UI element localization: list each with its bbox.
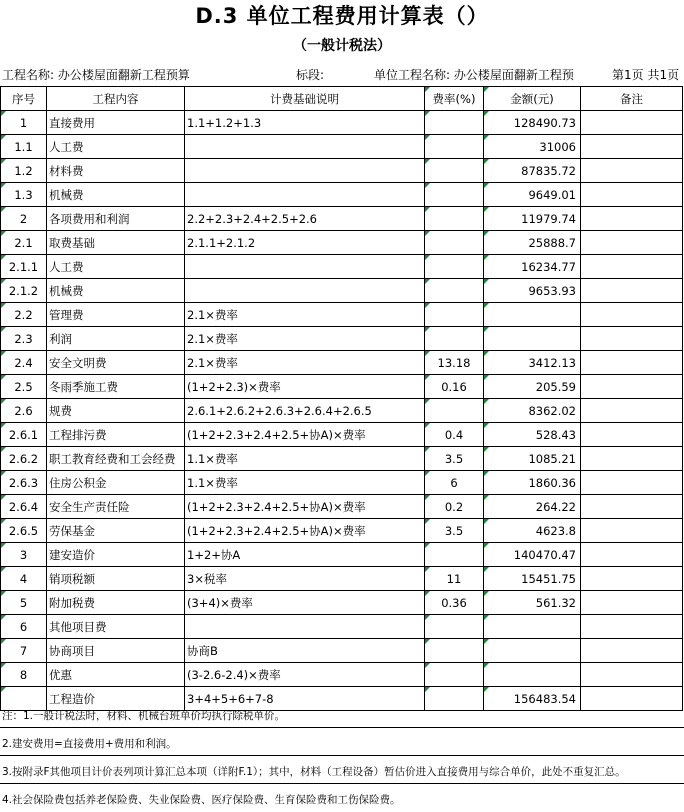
info-bar (0, 66, 684, 84)
cell-rate (425, 327, 484, 351)
cell-item: 工程排污费 (47, 423, 185, 447)
table-row (1, 567, 683, 591)
table-row (1, 543, 683, 567)
cell-item: 各项费用和利润 (47, 207, 185, 231)
cell-amount: 205.59 (484, 375, 581, 399)
cell-note (581, 447, 683, 471)
note-3: 3.按附录F其他项目计价表列项计算汇总本项（详附F.1）；其中，材料（工程设备）暂估价进入直接费用与综合单价，此处不重复汇总。 (0, 760, 684, 784)
cell-amount: 15451.75 (484, 567, 581, 591)
cell-rate (425, 303, 484, 327)
table-row (1, 639, 683, 663)
unit-name: 单位工程名称: 办公楼屋面翻新工程预 (374, 68, 574, 82)
cell-rate (425, 615, 484, 639)
cell-amount: 9653.93 (484, 279, 581, 303)
cell-item: 安全文明费 (47, 351, 185, 375)
header-amount: 金额(元) (484, 87, 581, 111)
cell-amount: 264.22 (484, 495, 581, 519)
cell-rate: 3.5 (425, 447, 484, 471)
header-note: 备注 (581, 87, 683, 111)
cell-no: 7 (1, 639, 47, 663)
note-1: 注：1.一般计税法时，材料、机械台班单价均执行除税单价。 (0, 704, 684, 728)
cell-amount: 1860.36 (484, 471, 581, 495)
cell-basis: 1.1+1.2+1.3 (185, 111, 425, 135)
cell-rate: 13.18 (425, 351, 484, 375)
header-item: 工程内容 (47, 87, 185, 111)
table-row (1, 279, 683, 303)
table-row (1, 447, 683, 471)
cell-item: 建安造价 (47, 543, 185, 567)
table-row (1, 111, 683, 135)
cell-rate (425, 111, 484, 135)
table-row (1, 255, 683, 279)
cell-rate (425, 279, 484, 303)
cell-amount: 128490.73 (484, 111, 581, 135)
cell-rate (425, 183, 484, 207)
cell-no: 5 (1, 591, 47, 615)
cell-basis: 2.1×费率 (185, 327, 425, 351)
cell-amount (484, 327, 581, 351)
cell-item: 机械费 (47, 183, 185, 207)
cell-note (581, 663, 683, 687)
table-row (1, 159, 683, 183)
fee-table (0, 86, 683, 711)
cell-note (581, 231, 683, 255)
cell-note (581, 399, 683, 423)
cell-item: 协商项目 (47, 639, 185, 663)
cell-no: 2.6.5 (1, 519, 47, 543)
cell-item: 其他项目费 (47, 615, 185, 639)
cell-rate (425, 663, 484, 687)
cell-amount: 25888.7 (484, 231, 581, 255)
cell-item: 冬雨季施工费 (47, 375, 185, 399)
cell-item: 利润 (47, 327, 185, 351)
table-row (1, 327, 683, 351)
header-no: 序号 (1, 87, 47, 111)
cell-item: 材料费 (47, 159, 185, 183)
cell-rate (425, 399, 484, 423)
cell-basis: (1+2+2.3+2.4+2.5+协A)×费率 (185, 423, 425, 447)
cell-no: 2.6 (1, 399, 47, 423)
cell-item: 附加税费 (47, 591, 185, 615)
cell-basis: (1+2+2.3+2.4+2.5+协A)×费率 (185, 519, 425, 543)
cell-no: 2 (1, 207, 47, 231)
cell-amount (484, 615, 581, 639)
cell-no: 6 (1, 615, 47, 639)
cell-amount: 9649.01 (484, 183, 581, 207)
cell-rate: 0.36 (425, 591, 484, 615)
cell-rate: 6 (425, 471, 484, 495)
cell-amount (484, 303, 581, 327)
cell-item: 人工费 (47, 135, 185, 159)
table-row (1, 351, 683, 375)
cell-rate: 0.16 (425, 375, 484, 399)
cell-item: 住房公积金 (47, 471, 185, 495)
cell-item: 规费 (47, 399, 185, 423)
cell-item: 直接费用 (47, 111, 185, 135)
cell-amount: 140470.47 (484, 543, 581, 567)
cell-note (581, 255, 683, 279)
cell-amount: 11979.74 (484, 207, 581, 231)
cell-note (581, 279, 683, 303)
note-4: 4.社会保险费包括养老保险费、失业保险费、医疗保险费、生育保险费和工伤保险费。 (2, 794, 401, 806)
cell-basis: 2.1×费率 (185, 303, 425, 327)
table-row (1, 207, 683, 231)
cell-note (581, 591, 683, 615)
cell-no: 2.5 (1, 375, 47, 399)
table-row (1, 519, 683, 543)
cell-no: 1.1 (1, 135, 47, 159)
section-label: 标段: (296, 68, 325, 82)
cell-note (581, 327, 683, 351)
cell-basis (185, 279, 425, 303)
table-row (1, 663, 683, 687)
cell-note (581, 471, 683, 495)
cell-amount: 528.43 (484, 423, 581, 447)
cell-item: 人工费 (47, 255, 185, 279)
cell-basis: (1+2+2.3+2.4+2.5+协A)×费率 (185, 495, 425, 519)
cell-basis: 2.1×费率 (185, 351, 425, 375)
cell-no: 8 (1, 663, 47, 687)
cell-no: 2.1.1 (1, 255, 47, 279)
table-header-row (1, 87, 683, 111)
cell-rate: 0.2 (425, 495, 484, 519)
cell-no: 2.3 (1, 327, 47, 351)
cell-basis (185, 135, 425, 159)
cell-rate: 11 (425, 567, 484, 591)
table-row (1, 423, 683, 447)
cell-item: 安全生产责任险 (47, 495, 185, 519)
cell-note (581, 207, 683, 231)
table-row (1, 375, 683, 399)
table-row (1, 615, 683, 639)
cell-note (581, 543, 683, 567)
cell-no: 2.6.1 (1, 423, 47, 447)
cell-note (581, 495, 683, 519)
cell-amount: 16234.77 (484, 255, 581, 279)
table-body (1, 111, 683, 711)
cell-rate (425, 639, 484, 663)
cell-basis: (3+4)×费率 (185, 591, 425, 615)
cell-no: 4 (1, 567, 47, 591)
cell-no: 2.6.4 (1, 495, 47, 519)
cell-item: 优惠 (47, 663, 185, 687)
table-row (1, 471, 683, 495)
cell-basis: 2.1.1+2.1.2 (185, 231, 425, 255)
cell-rate (425, 207, 484, 231)
table-row (1, 135, 683, 159)
cell-amount: 4623.8 (484, 519, 581, 543)
cell-note (581, 615, 683, 639)
cell-basis: 1+2+协A (185, 543, 425, 567)
cell-no: 1.2 (1, 159, 47, 183)
cell-amount: 31006 (484, 135, 581, 159)
cell-no: 2.1.2 (1, 279, 47, 303)
header-basis: 计费基础说明 (185, 87, 425, 111)
cell-rate (425, 159, 484, 183)
cell-basis: 协商B (185, 639, 425, 663)
cell-amount (484, 639, 581, 663)
cell-basis (185, 615, 425, 639)
cell-rate: 0.4 (425, 423, 484, 447)
cell-basis: 2.6.1+2.6.2+2.6.3+2.6.4+2.6.5 (185, 399, 425, 423)
cell-note (581, 351, 683, 375)
cell-basis (185, 183, 425, 207)
cell-amount: 561.32 (484, 591, 581, 615)
cell-rate (425, 135, 484, 159)
cell-note (581, 423, 683, 447)
page-title: D.3 单位工程费用计算表（） (195, 4, 489, 28)
cell-item: 劳保基金 (47, 519, 185, 543)
table-row (1, 399, 683, 423)
cell-note (581, 303, 683, 327)
project-name: 工程名称: 办公楼屋面翻新工程预算 (2, 68, 190, 82)
cell-note (581, 567, 683, 591)
table-row (1, 591, 683, 615)
cell-item: 取费基础 (47, 231, 185, 255)
cell-no: 2.6.2 (1, 447, 47, 471)
cell-no: 2.2 (1, 303, 47, 327)
cell-basis: (1+2+2.3)×费率 (185, 375, 425, 399)
cell-note (581, 159, 683, 183)
cell-item: 职工教育经费和工会经费 (47, 447, 185, 471)
table-row (1, 231, 683, 255)
cell-note (581, 519, 683, 543)
table-row (1, 495, 683, 519)
cell-item: 工程造价 (47, 687, 185, 711)
cell-item: 销项税额 (47, 567, 185, 591)
cell-basis: 3+4+5+6+7-8 (185, 687, 425, 711)
note-2: 2.建安费用=直接费用+费用和利润。 (0, 732, 684, 756)
cell-amount: 1085.21 (484, 447, 581, 471)
header-rate: 费率(%) (425, 87, 484, 111)
cell-basis: 1.1×费率 (185, 471, 425, 495)
cell-no: 3 (1, 543, 47, 567)
cell-note (581, 639, 683, 663)
page-indicator: 第1页 共1页 (612, 68, 680, 82)
cell-note (581, 135, 683, 159)
cell-amount: 3412.13 (484, 351, 581, 375)
cell-amount (484, 663, 581, 687)
cell-note (581, 111, 683, 135)
cell-rate (425, 543, 484, 567)
cell-item: 机械费 (47, 279, 185, 303)
cell-note (581, 183, 683, 207)
cell-no: 1.3 (1, 183, 47, 207)
cell-no: 2.4 (1, 351, 47, 375)
table-row (1, 303, 683, 327)
page-subtitle: （一般计税法） (293, 38, 391, 54)
cell-amount: 8362.02 (484, 399, 581, 423)
table-row (1, 183, 683, 207)
cell-no: 2.6.3 (1, 471, 47, 495)
cell-basis: (3-2.6-2.4)×费率 (185, 663, 425, 687)
cell-basis (185, 255, 425, 279)
cell-basis: 3×税率 (185, 567, 425, 591)
cell-amount: 87835.72 (484, 159, 581, 183)
cell-item: 管理费 (47, 303, 185, 327)
cell-basis: 1.1×费率 (185, 447, 425, 471)
cell-no: 2.1 (1, 231, 47, 255)
cell-amount: 156483.54 (484, 687, 581, 711)
cell-rate (425, 231, 484, 255)
cell-basis (185, 159, 425, 183)
cell-rate: 3.5 (425, 519, 484, 543)
cell-rate (425, 255, 484, 279)
cell-no: 1 (1, 111, 47, 135)
cell-basis: 2.2+2.3+2.4+2.5+2.6 (185, 207, 425, 231)
cell-note (581, 375, 683, 399)
